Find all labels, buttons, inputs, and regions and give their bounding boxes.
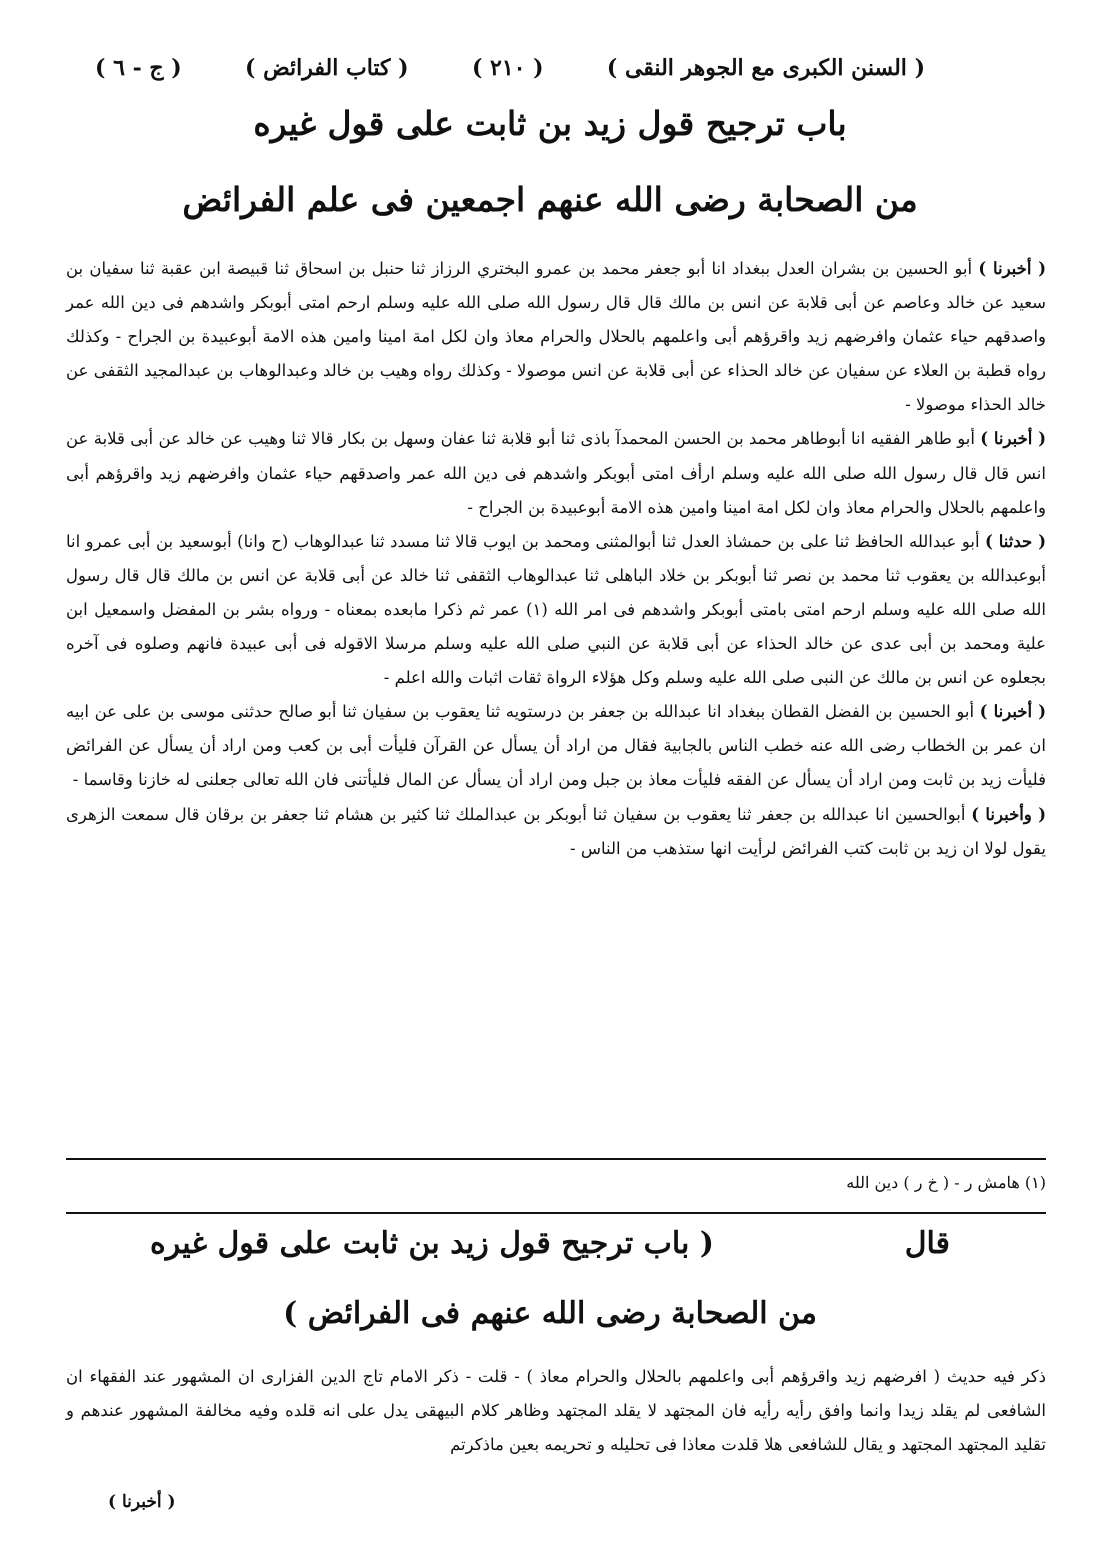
- volume-number: ( ج - ٦ ): [95, 55, 182, 81]
- paragraph-label: ( حدثنا ): [985, 531, 1047, 551]
- paragraph-1: [66, 252, 1046, 422]
- paragraph-text: أبو طاهر الفقيه انا أبوطاهر محمد بن الحسن المحمدآ باذى ثنا أبو قلابة ثنا عفان وسهل بن بكار قالا ثنا وهيب عن خالد عن أبى قلابة عن انس قال قال رسول الله صلى الله عليه وسلم ارأف امتى أبوبكر واشدهم فى دين الله عمر واصدقهم حياء عثمان وافرضهم زيد واقرؤهم أبى واعلمهم بالحلال والحرام معاذ وان لكل امة امينا وامين هذه الامة أبوعبيدة بن الجراح -: [66, 429, 1046, 517]
- paragraph-label: ( أخبرنا ): [978, 259, 1046, 278]
- commentary-heading-line-2: من الصحابة رضى الله عنهم فى الفرائض ): [283, 1296, 817, 1331]
- footnote-divider: [66, 1158, 1046, 1160]
- running-header: [95, 46, 925, 90]
- paragraph-text: أبو عبدالله الحافظ ثنا على بن حمشاذ العدل ثنا أبوالمثنى ومحمد بن ايوب قالا ثنا مسدد ثنا عبدالوهاب (ح وانا) أبوسعيد بن أبى عمرو انا أبوعبدالله بن يعقوب ثنا محمد بن نصر ثنا أبوبكر بن خلاد الباهلى ثنا عبدالوهاب الثقفى ثنا خالد عن أبى قلابة عن انس بن مالك قال قال رسول الله صلى الله عليه وسلم ارحم امتى بامتى أبوبكر واشدهم فى امر الله (١) عمر ثم ذكرا مابعده بمعناه - ورواه بشر بن المفضل واسمعيل ابن علية ومحمد بن أبى عدى عن خالد الحذاء عن أبى قلابة عن النبي صلى الله عليه وسلم مرسلا الاقوله فى أبى عبيدة فانهم وصلوه فى آخره بجعلوه عن انس بن مالك عن النبى صلى الله عليه وسلم وكل هؤلاء الرواة ثقات اثبات والله اعلم -: [66, 531, 1046, 688]
- paragraph-text: أبو الحسين بن الفضل القطان ببغداد انا عبدالله بن جعفر بن درستويه ثنا يعقوب بن سفيان ثنا أبو صالح حدثنى موسى بن على عن ابيه ان عمر بن الخطاب رضى الله عنه خطب الناس بالجابية فقال من اراد أن يسأل عن القرآن فليأت أبى بن كعب ومن اراد أن يسأل عن الفرائض فليأت زيد بن ثابت ومن اراد أن يسأل عن الفقه فليأت معاذ بن جبل ومن اراد أن يسأل عن المال فليأتنى فان الله تعالى جعلنى له خازنا وقاسما -: [66, 702, 1046, 790]
- chapter-name: ( كتاب الفرائض ): [245, 55, 409, 81]
- catchword: ( أخبرنا ): [108, 1492, 176, 1512]
- page-number: ( ٢١٠ ): [471, 55, 544, 81]
- paragraph-text: أبو الحسين بن بشران العدل ببغداد انا أبو جعفر محمد بن عمرو البختري الرزاز ثنا حنبل بن اسحاق ثنا قبيصة ابن عقبة ثنا سفيان بن سعيد عن خالد وعاصم عن أبى قلابة عن انس بن مالك قال قال رسول الله صلى الله عليه وسلم ارحم امتى أبوبكر واشدهم فى دين الله عمر واصدقهم حياء عثمان وافرضهم زيد واقرؤهم أبى واعلمهم بالحلال والحرام معاذ وان لكل امة امينا وامين هذه الامة أبوعبيدة بن الجراح - وكذلك رواه قطبة بن العلاء عن سفيان عن خالد الحذاء عن أبى قلابة عن انس موصولا - وكذلك رواه وهيب بن خالد وعبدالوهاب بن عبدالمجيد الثقفى عن خالد الحذاء موصولا -: [66, 259, 1046, 415]
- commentary-divider: [66, 1212, 1046, 1214]
- paragraph-2: [66, 422, 1046, 524]
- chapter-title-line-2: من الصحابة رضى الله عنهم اجمعين فى علم الفرائض: [182, 180, 918, 219]
- commentary-heading-line-1: ( باب ترجيح قول زيد بن ثابت على قول غيره: [150, 1226, 714, 1261]
- book-title: ( السنن الكبرى مع الجوهر النقى ): [606, 55, 925, 81]
- paragraph-4: [66, 695, 1046, 797]
- paragraph-5: [66, 798, 1046, 866]
- footnote: (١) هامش ر - ( خ ر ) دين الله: [846, 1173, 1046, 1192]
- chapter-title-line-1: باب ترجيح قول زيد بن ثابت على قول غيره: [253, 104, 847, 143]
- paragraph-label: ( أخبرنا ): [979, 702, 1047, 722]
- paragraph-text: أبوالحسين انا عبدالله بن جعفر ثنا يعقوب بن سفيان ثنا أبوبكر بن عبدالملك ثنا كثير بن هشام ثنا جعفر بن برقان قال سمعت الزهرى يقول لولا ان زيد بن ثابت كتب الفرائض لرأيت انها ستذهب من الناس -: [66, 804, 1046, 858]
- commentary-qala: قال: [904, 1226, 950, 1261]
- paragraph-3: [66, 525, 1046, 695]
- paragraph-label: ( وأخبرنا ): [971, 804, 1047, 824]
- paragraph-label: ( أخبرنا ): [980, 429, 1047, 449]
- commentary-paragraph: ذكر فيه حديث ( افرضهم زيد واقرؤهم أبى واعلمهم بالحلال والحرام معاذ ) - قلت - ذكر الامام تاج الدين الفزارى ان المشهور عند الفقهاء ان الشافعى لم يقلد زيدا وانما وافق رأيه رأيه فان المجتهد لا يقلد المجتهد وظاهر كلام البيهقى يدل على انه قلده وفيه مخالفة المشهور عندهم و تقليد المجتهد المجتهد و يقال للشافعى هلا قلدت معاذا فى تحليله و تحريمه بعين ماذكرتم: [66, 1367, 1046, 1454]
- commentary-heading: [150, 1226, 950, 1261]
- main-text: [66, 252, 1046, 866]
- commentary-text: [66, 1360, 1046, 1462]
